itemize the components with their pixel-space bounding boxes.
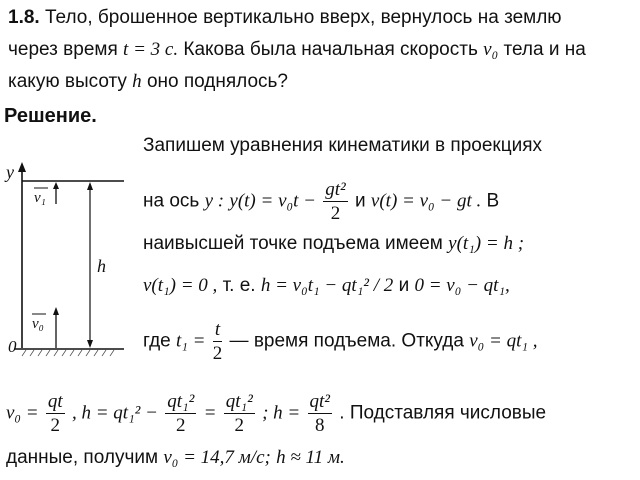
- problem-number: 1.8.: [8, 7, 40, 28]
- height-arrow-bottom-icon: [87, 340, 93, 348]
- v1-label: v₁: [34, 190, 46, 206]
- fraction-gt2-over-2: $\frac{\text{gt²}}{2}$: [325, 179, 346, 224]
- problem-line-1: 1.8. Тело, брошенное вертикально вверх, вернулось на землю: [8, 7, 562, 28]
- fraction-qt-over-2: $\frac{qt}{2}$: [47, 391, 63, 436]
- y-axis-label: y: [6, 162, 14, 182]
- problem-line-3: какую высоту h оно поднялось?: [8, 71, 288, 92]
- ground-hatching: [22, 350, 114, 356]
- solution-line-4: v(t₁) = 0 , т. е. h = v₀t₁ − qt₁² / 2 и 0 = v₀ − qt₁,: [143, 275, 510, 296]
- fraction-qt1sq-over-2-a: $\frac{\text{qt₁²}}{2}$: [167, 391, 195, 436]
- solution-line-3: наивысшей точке подъема имеем y(t₁) = h ;: [143, 233, 525, 254]
- height-arrow-top-icon: [87, 182, 93, 190]
- v0-arrow-head-icon: [53, 307, 59, 315]
- fraction-qt1sq-over-2-b: $\frac{\text{qt₁²}}{2}$: [225, 391, 253, 436]
- solution-line-1: Запишем уравнения кинематики в проекциях: [143, 135, 543, 156]
- solution-line-5: где t₁ = $\frac{t}{2}$ — время подъема. Откуда v₀ = qt₁ ,: [143, 319, 538, 364]
- solution-line-2: на ось y : y(t) = v₀t − $\frac{\text{gt²}}{2}$ и v(t) = v₀ − gt . В: [143, 179, 500, 224]
- solution-line-7: данные, получим v₀ = 14,7 м/с; h ≈ 11 м.: [6, 447, 345, 468]
- trajectory-diagram: [0, 160, 132, 360]
- solution-heading: Решение.: [4, 105, 97, 127]
- problem-line-2: через время t = 3 с. Какова была начальная скорость v₀ тела и на: [8, 39, 586, 60]
- v1-arrow-head-icon: [53, 182, 59, 189]
- fraction-qt2-over-8: $\frac{\text{qt²}}{8}$: [309, 391, 331, 436]
- origin-label: 0: [8, 337, 17, 356]
- height-label: h: [97, 256, 106, 276]
- solution-line-6: v₀ = $\frac{qt}{2}$ , h = qt₁² − $\frac{\text{qt₁²}}{2}$ = $\frac{\text{qt₁²}}{2}$ ; h = $\frac{\text{qt²}}{8}$ . Подставляя числовые: [6, 391, 547, 436]
- v0-label: v₀: [32, 316, 44, 332]
- y-axis-arrow-icon: [18, 162, 26, 172]
- fraction-t-over-2: $\frac{t}{2}$: [212, 319, 223, 364]
